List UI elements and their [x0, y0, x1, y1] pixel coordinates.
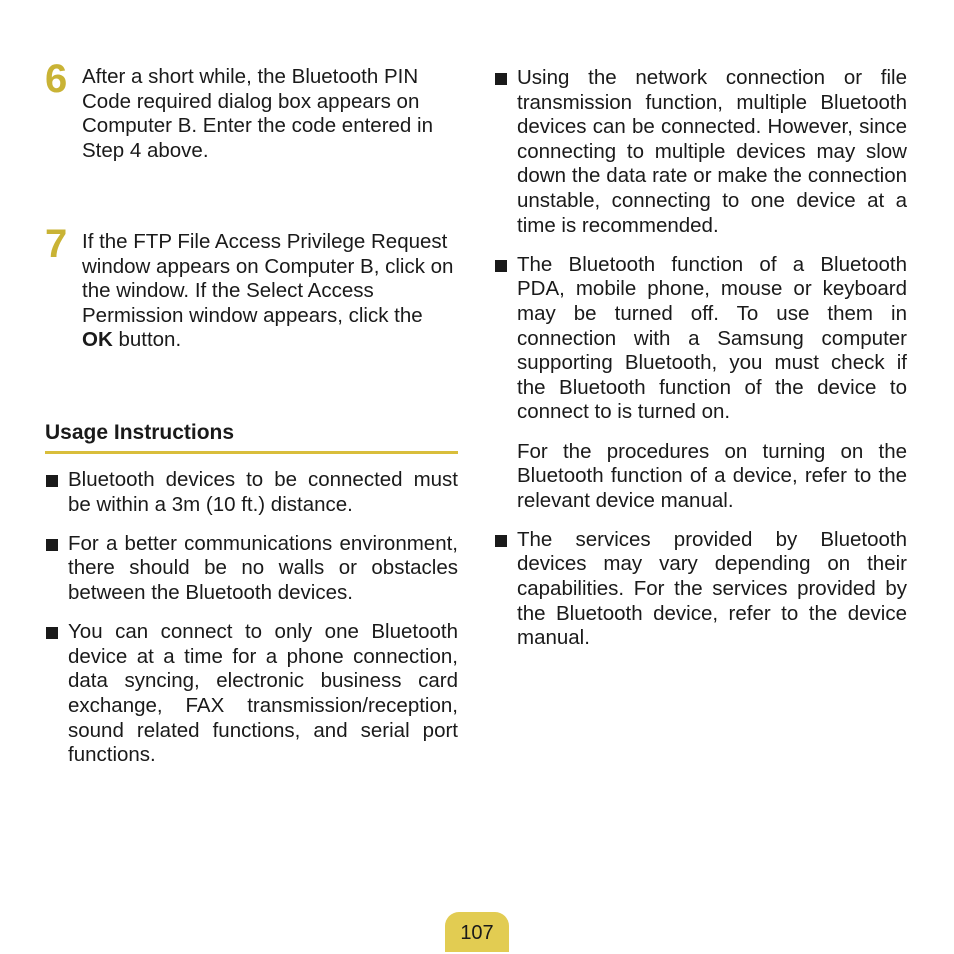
list-item	[494, 528, 907, 651]
section-title: Usage Instructions	[45, 420, 458, 454]
list-item-note: For the procedures on turning on the Bluetooth function of a device, refer to the relevant device manual.	[517, 439, 907, 512]
square-bullet-icon	[46, 539, 58, 551]
list-item	[45, 620, 458, 768]
step-number: 7	[45, 222, 68, 266]
square-bullet-icon	[495, 73, 507, 85]
list-item-text: The Bluetooth function of a Bluetooth PDA, mobile phone, mouse or keyboard may be turned off. To use them in connection with a Samsung computer supporting Bluetooth, you must check if the Bluetooth function of the device to connect to is turned on.	[517, 252, 907, 424]
step-text-part: button.	[112, 328, 182, 352]
usage-list-right	[494, 66, 907, 665]
page-number: 107	[445, 912, 509, 952]
step-text	[82, 230, 457, 353]
square-bullet-icon	[495, 260, 507, 272]
step-7	[45, 222, 465, 353]
square-bullet-icon	[46, 475, 58, 487]
list-item	[494, 253, 907, 514]
step-text: After a short while, the Bluetooth PIN Code required dialog box appears on Computer B. Enter the code entered in Step 4 above.	[82, 65, 433, 162]
square-bullet-icon	[495, 535, 507, 547]
ok-button-label: OK	[82, 328, 113, 352]
list-item	[45, 532, 458, 606]
list-item	[494, 66, 907, 238]
square-bullet-icon	[46, 627, 58, 639]
list-item-text: For a better communications environment, there should be no walls or obstacles between the Bluetooth devices.	[68, 531, 458, 604]
step-number: 6	[45, 57, 68, 101]
step-6	[45, 57, 465, 163]
step-text-part: If the FTP File Access Privilege Request window appears on Computer B, click on the window. If the Select Access Permission window appears, click the	[82, 230, 454, 327]
list-item-text: You can connect to only one Bluetooth device at a time for a phone connection, data syncing, electronic business card exchange, FAX transmission/reception, sound related functions, and serial port functions.	[68, 620, 458, 767]
list-item-text: Using the network connection or file transmission function, multiple Bluetooth devices can be connected. However, since connecting to multiple devices may slow down the data rate or make the connection unstable, connecting to one device at a time is recommended.	[517, 66, 907, 237]
list-item-text: The services provided by Bluetooth devices may vary depending on their capabilities. For the services provided by the Bluetooth device, refer to the device manual.	[517, 527, 907, 650]
list-item	[45, 468, 458, 517]
usage-list-left	[45, 468, 458, 782]
list-item-text: Bluetooth devices to be connected must be within a 3m (10 ft.) distance.	[68, 468, 458, 516]
